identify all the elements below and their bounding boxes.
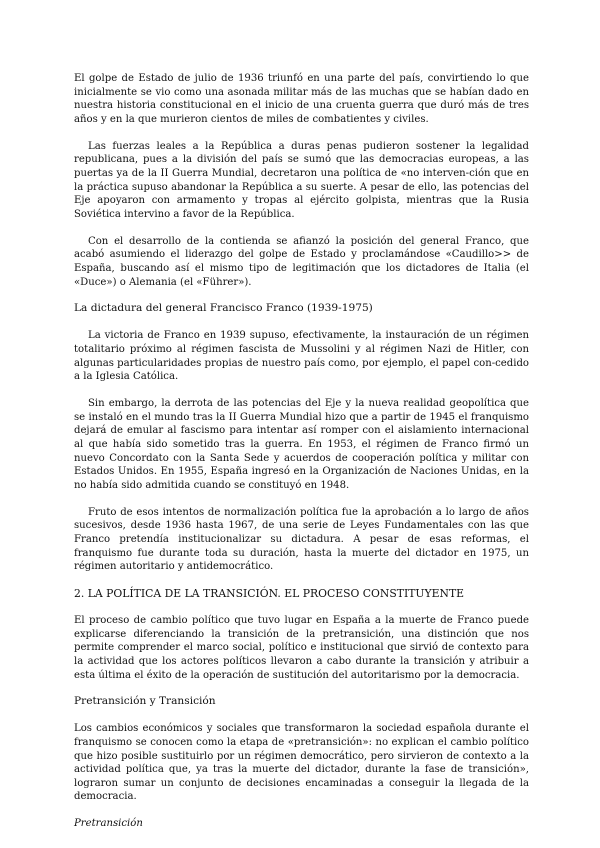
paragraph-golpe-de-estado: El golpe de Estado de julio de 1936 triunfó en una parte del país, convirtiendo lo que inicialmente se vio como una asonada militar más de las muchas que se habían dado en nuestra historia constitucional en el inicio de una cruenta guerra que duró más de tres años y en la que murieron cientos de miles de combatientes y civiles. [74, 73, 529, 125]
paragraph-fuerzas-leales: Las fuerzas leales a la República a duras penas pudieron sostener la legalidad republicana, pues a la división del país se sumó que las democracias europeas, a las puertas ya de la II Guerra Mundial, decretaron una política de «no interven-ción que en la práctica supuso abandonar la República a su suerte. A pesar de ello, las potencias del Eje apoyaron con armamento y tropas al ejército golpista, mientras que la Rusia Soviética intervino a favor de la República. [74, 140, 529, 220]
paragraph-proceso-cambio: El proceso de cambio político que tuvo lugar en España a la muerte de Franco puede explicarse diferenciando la transición de la pretransición, una distinción que nos permite comprender el marco social, político e institucional que sirvió de contexto para la actividad que los actores políticos llevaron a cabo durante la transición y atribuir a esta última el éxito de la operación de sustitución del autoritarismo por la democracia. [74, 615, 529, 681]
document-page [74, 72, 529, 831]
section-heading-transicion: 2. LA POLÍTICA DE LA TRANSICIÓN. EL PROCESO CONSTITUYENTE [74, 587, 465, 601]
subsection-heading-pretransicion: Pretransición [74, 818, 143, 830]
paragraph-general-franco: Con el desarrollo de la contienda se afianzó la posición del general Franco, que acabó asumiendo el liderazgo del golpe de Estado y proclamándose «Caudillo>> de España, buscando así el mismo tipo de legitimación que los dictadores de Italia (el «Duce») o Alemania (el «Führer»). [74, 235, 529, 288]
section-heading-dictadura: La dictadura del general Francisco Franco (1939-1975) [74, 302, 373, 315]
paragraph-leyes-fundamentales: Fruto de esos intentos de normalización política fue la aprobación a lo largo de años sucesivos, desde 1936 hasta 1967, de una serie de Leyes Fundamentales con las que Franco pretendía institucionalizar su dictadura. A pesar de esas reformas, el franquismo fue durante toda su duración, hasta la muerte del dictador en 1975, un régimen autoritario y antidemocrático. [74, 506, 529, 573]
subsection-heading-pretransicion-transicion: Pretransición y Transición [74, 695, 216, 708]
paragraph-victoria-franco: La victoria de Franco en 1939 supuso, efectivamente, la instauración de un régimen totalitario próximo al régimen fascista de Mussolini y al régimen Nazi de Hitler, con algunas particularidades propias de nuestro país como, por ejemplo, el papel con-cedido a la Iglesia Católica. [74, 330, 529, 383]
paragraph-derrota-eje: Sin embargo, la derrota de las potencias del Eje y la nueva realidad geopolítica que se instaló en el mundo tras la II Guerra Mundial hizo que a partir de 1945 el franquismo dejará de emular al fascismo para intentar así romper con el aislamiento internacional al que había sido sometido tras la guerra. En 1953, el régimen de Franco firmó un nuevo Concordato con la Santa Sede y acuerdos de cooperación política y militar con Estados Unidos. En 1955, España ingresó en la Organización de Naciones Unidas, en la no había sido admitida cuando se constituyó en 1948. [74, 398, 529, 491]
paragraph-cambios-economicos: Los cambios económicos y sociales que transformaron la sociedad española durante el franquismo se conocen como la etapa de «pretransición»: no explican el cambio político que hizo posible sustituirlo por un régimen democrático, pero sirvieron de contexto a la actividad política que, ya tras la muerte del dictador, durante la fase de transición», lograron sumar un conjunto de decisiones encaminadas a conseguir la llegada de la democracia. [74, 723, 529, 803]
